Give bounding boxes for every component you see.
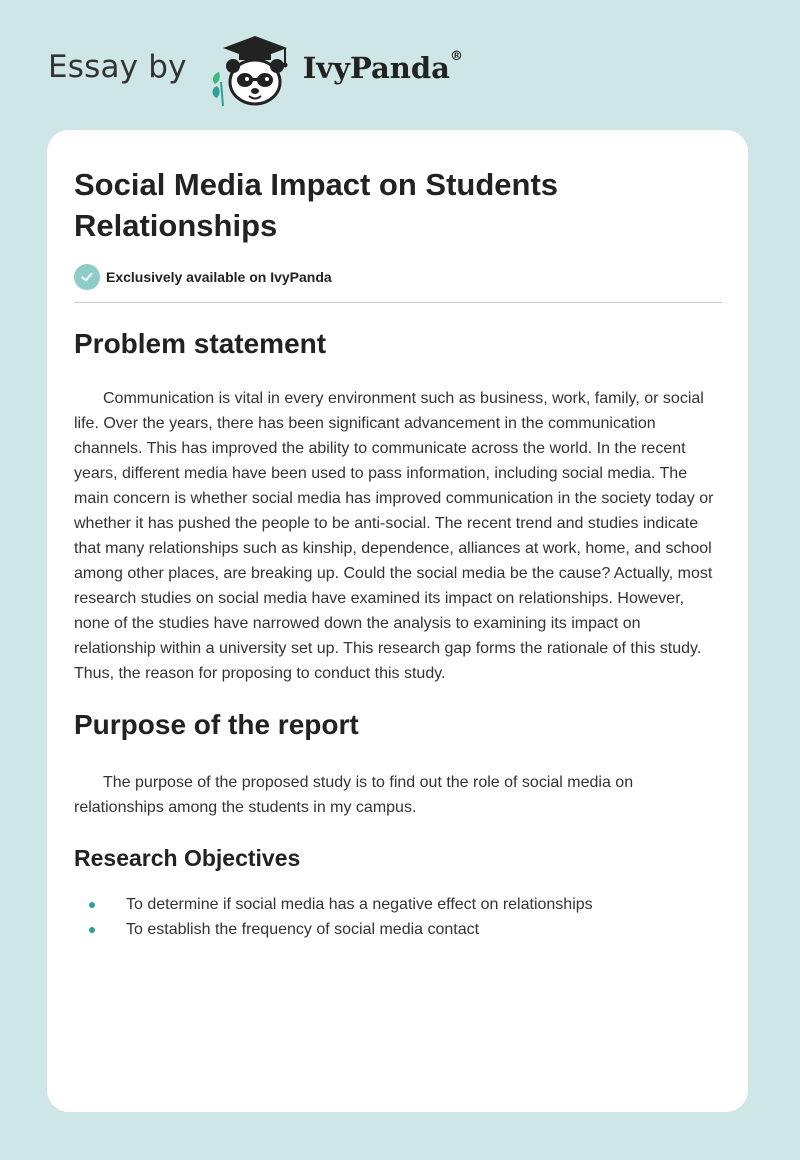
divider <box>74 302 722 303</box>
badge-text: Exclusively available on IvyPanda <box>106 269 332 285</box>
section-paragraph-purpose: The purpose of the proposed study is to find out the role of social media on relationships among the students in my campus. <box>74 774 634 816</box>
registered-mark: ® <box>449 49 463 64</box>
site-header <box>48 30 488 110</box>
list-item: To determine if social media has a negative effect on relationships <box>74 892 722 917</box>
page-title: Social Media Impact on Students Relationships <box>74 167 559 243</box>
objectives-list <box>74 892 722 942</box>
brand-name[interactable]: IvyPanda® <box>302 49 463 85</box>
section-heading-purpose: Purpose of the report <box>74 709 359 740</box>
exclusive-badge <box>74 264 722 290</box>
panda-graduate-icon <box>205 30 297 110</box>
section-paragraph-problem: Communication is vital in every environment such as business, work, family, or social life. Over the years, there has been significant advancement in the communication channels. This has improved the ability to communicate across the world. In the recent years, different media have been used to pass information, including social media. The main concern is whether social media has improved communication in the society today or whether it has pushed the people to be anti-social. The recent trend and studies indicate that many relationships such as kinship, dependence, alliances at work, home, and school among other places, are breaking up. Could the social media be the cause? Actually, most research studies on social media have examined its impact on relationships. However, none of the studies have narrowed down the analysis to examining its impact on relationship within a university set up. This research gap forms the rationale of this study. Thus, the reason for proposing to conduct this study. <box>74 390 714 682</box>
essay-by-label: Essay by <box>48 49 187 85</box>
objectives-heading: Research Objectives <box>74 845 301 871</box>
check-circle-icon <box>74 264 100 290</box>
essay-card <box>47 130 748 1112</box>
list-item: To establish the frequency of social media contact <box>74 917 722 942</box>
section-heading-problem: Problem statement <box>74 328 327 359</box>
